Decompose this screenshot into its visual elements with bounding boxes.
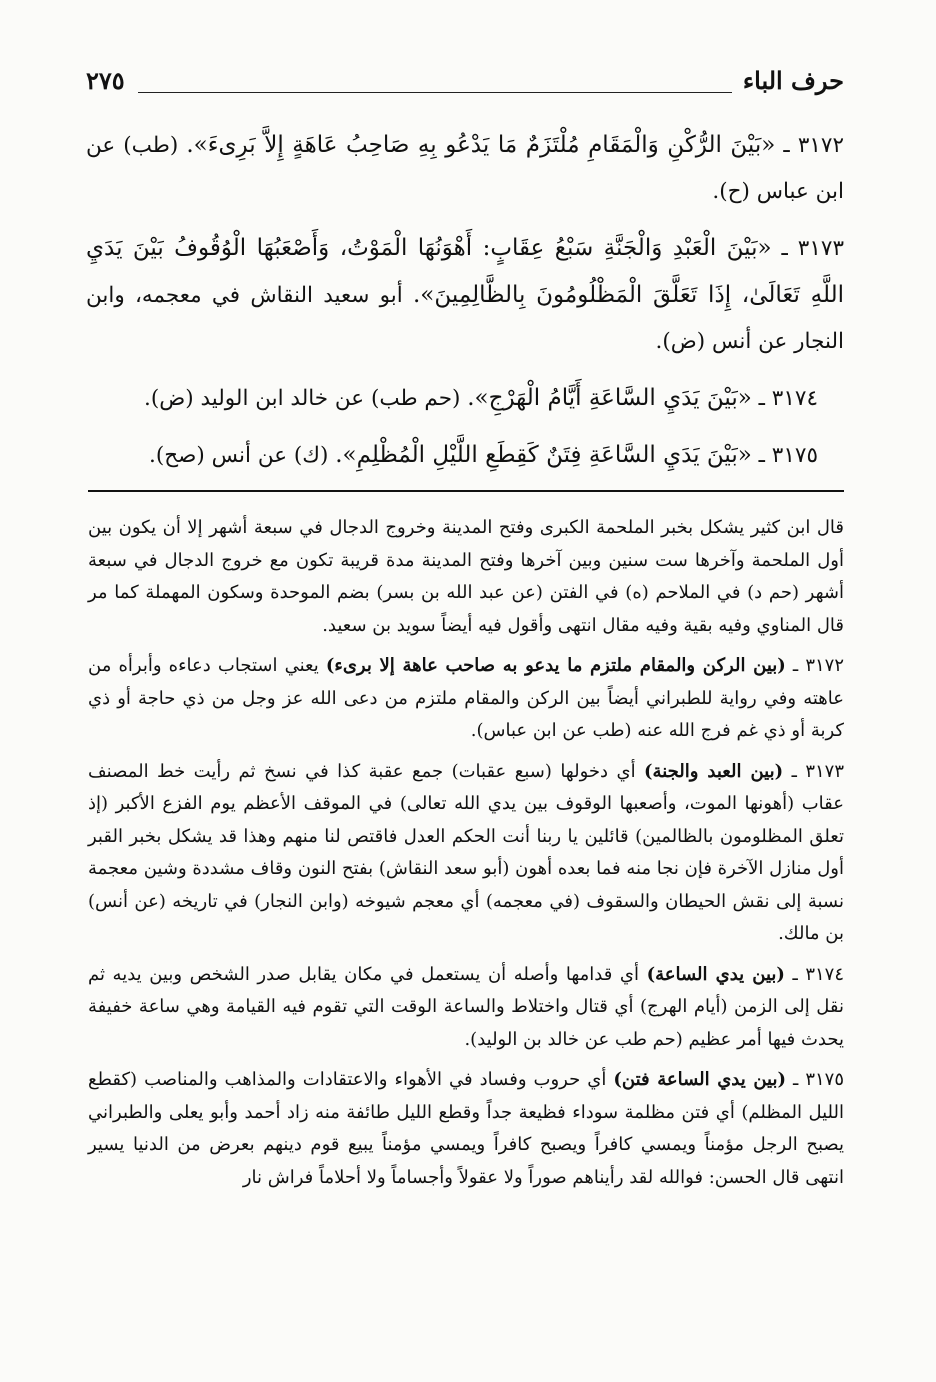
- hadith-entry: ٣١٧٣ ـ «بَيْنَ الْعَبْدِ وَالْجَنَّةِ سَبْعُ عِقَابٍ: أَهْوَنُهَا الْمَوْتُ، وَأَصْعَبُهَا الْوُقُوفُ بَيْنَ يَدَيِ اللَّهِ تَعَالَىٰ، إِذَا تَعَلَّقَ الْمَظْلُومُونَ بِالظَّالِمِينَ». أبو سعيد النقاش في معجمه، وابن النجار عن أنس (ض).: [86, 235, 844, 354]
- hadith-number: ٣١٧٣: [797, 236, 844, 261]
- commentary-note: ٣١٧٢ ـ (بين الركن والمقام ملتزم ما يدعو به صاحب عاهة إلا برىء) يعني استجاب دعاءه وأبرأه من عاهته وفي رواية للطبراني أيضاً بين الركن والمقام ملتزم من دعى الله عز وجل من ذي حاجة أو ذي كربة أو ذي غم فرج الله عنه (طب عن ابن عباس).: [88, 655, 845, 741]
- note-heading: (بين يدي الساعة فتن): [613, 1069, 786, 1090]
- note-number: ٣١٧٤: [805, 963, 844, 985]
- hadith-entry: ٣١٧٤ ـ «بَيْنَ يَدَيِ السَّاعَةِ أَيَّامُ الْهَرْجِ». (حم طب) عن خالد ابن الوليد (ض).: [144, 385, 818, 411]
- hadith-list: [86, 122, 844, 489]
- note-heading: (بين يدي الساعة): [646, 963, 785, 985]
- hadith-number: ٣١٧٢: [797, 133, 845, 158]
- page-header: [86, 64, 844, 104]
- note-heading: (بين الركن والمقام ملتزم ما يدعو به صاحب عاهة إلا برىء): [325, 655, 786, 676]
- note-body: أي دخولها (سبع عقبات) جمع عقبة كذا في نسخ ثم رأيت خط المصنف عقاب (أهونها الموت، وأصعبها الوقوف بين يدي الله تعالى) في الموقف الأعظم يوم الفزع الأكبر (إذ تعلق المظلومون بالظالمين) قائلين يا ربنا أنت الحكم العدل فاقتص لنا منهم وهذا قد يشكل بخبر القبر أول منازل الآخرة فإن نجا منه فما بعده أهون (أبو سعد النقاش) بفتح النون وقاف مشددة وشين معجمة نسبة إلى نقش الحيطان والسقوف (في معجمه) أي معجم شيوخه (وابن النجار) في تاريخه (عن أنس) بن مالك.: [88, 760, 844, 944]
- page-number: ٢٧٥: [86, 66, 125, 95]
- note-body: يعني استجاب دعاءه وأبرأه من عاهته وفي رواية للطبراني أيضاً بين الركن والمقام ملتزم من دعى الله عز وجل من ذي حاجة أو ذي كربة أو ذي غم فرج الله عنه (طب عن ابن عباس).: [88, 655, 844, 741]
- note-number: ٣١٧٣: [805, 760, 844, 782]
- hadith-entry: ٣١٧٢ ـ «بَيْنَ الرُّكْنِ وَالْمَقَامِ مُلْتَزَمٌ مَا يَدْعُو بِهِ صَاحِبُ عَاهَةٍ إِلاَّ بَرِىءَ». (طب) عن ابن عباس (ح).: [86, 132, 845, 204]
- hadith-text: «بَيْنَ يَدَيِ السَّاعَةِ أَيَّامُ الْهَرْجِ».: [467, 385, 752, 411]
- footnote-divider: [88, 490, 844, 492]
- note-body: أي حروب وفساد في الأهواء والاعتقادات والمذاهب والمناصب (كقطع الليل المظلم) أي فتن مظلمة سوداء فظيعة جداً وقطع الليل طائفة منه زاد أحمد وأبو يعلى والطبراني يصبح الرجل مؤمناً ويمسي كافراً ويصبح كافراً ويمسي مؤمناً يبيع قوم دينهم بعرض من الدنيا يسير انتهى قال الحسن: فوالله لقد رأيناهم صوراً ولا عقولاً وأجساماً ولا أحلاماً فراش نار: [88, 1069, 844, 1188]
- note-heading: (بين العبد والجنة): [644, 760, 784, 782]
- hadith-text: «بَيْنَ الْعَبْدِ وَالْجَنَّةِ سَبْعُ عِقَابٍ: أَهْوَنُهَا الْمَوْتُ، وَأَصْعَبُهَا الْوُقُوفُ بَيْنَ يَدَيِ اللَّهِ تَعَالَىٰ، إِذَا تَعَلَّقَ الْمَظْلُومُونَ بِالظَّالِمِينَ».: [86, 235, 844, 308]
- chapter-title: حرف الباء: [742, 66, 844, 95]
- header-rule: [138, 92, 732, 93]
- hadith-source: (حم طب) عن خالد ابن الوليد (ض).: [144, 386, 461, 411]
- hadith-number: ٣١٧٥: [771, 443, 818, 468]
- hadith-source: أبو سعيد النقاش في معجمه، وابن النجار عن أنس (ض).: [86, 283, 844, 354]
- hadith-entry: ٣١٧٥ ـ «بَيْنَ يَدَيِ السَّاعَةِ فِتَنٌ كَقِطَعِ اللَّيْلِ الْمُظْلِمِ». (ك) عن أنس (صح).: [149, 442, 818, 468]
- note-number: ٣١٧٥: [805, 1069, 844, 1090]
- commentary-section: [88, 512, 844, 1202]
- commentary-note: ٣١٧٤ ـ (بين يدي الساعة) أي قدامها وأصله أن يستعمل في مكان يقابل صدر الشخص وبين يديه ثم نقل إلى الزمن (أيام الهرج) أي قتال واختلاط والساعة الوقت التي تقوم فيه القيامة وهي ساعة خفيفة يحدث فيها أمر عظيم (حم طب عن خالد بن الوليد).: [88, 963, 844, 1050]
- hadith-source: (طب) عن ابن عباس (ح).: [86, 133, 844, 204]
- commentary-note: ٣١٧٣ ـ (بين العبد والجنة) أي دخولها (سبع عقبات) جمع عقبة كذا في نسخ ثم رأيت خط المصنف عقاب (أهونها الموت، وأصعبها الوقوف بين يدي الله تعالى) في الموقف الأعظم يوم الفزع الأكبر (إذ تعلق المظلومون بالظالمين) قائلين يا ربنا أنت الحكم العدل فاقتص لنا منهم وهذا قد يشكل بخبر القبر أول منازل الآخرة فإن نجا منه فما بعده أهون (أبو سعد النقاش) بفتح النون وقاف مشددة وشين معجمة نسبة إلى نقش الحيطان والسقوف (في معجمه) أي معجم شيوخه (وابن النجار) في تاريخه (عن أنس) بن مالك.: [88, 760, 844, 944]
- note-body: أي قدامها وأصله أن يستعمل في مكان يقابل صدر الشخص وبين يديه ثم نقل إلى الزمن (أيام الهرج) أي قتال واختلاط والساعة الوقت التي تقوم فيه القيامة وهي ساعة خفيفة يحدث فيها أمر عظيم (حم طب عن خالد بن الوليد).: [88, 963, 844, 1050]
- hadith-number: ٣١٧٤: [771, 386, 818, 411]
- commentary-intro: قال ابن كثير يشكل بخبر الملحمة الكبرى وفتح المدينة وخروج الدجال في سبعة أشهر إلا أن يكون بين أول الملحمة وآخرها ست سنين وبين آخرها وفتح المدينة مدة قريبة تكون مع خروج الدجال في سبعة أشهر (حم د) في الملاحم (ه) في الفتن (عن عبد الله بن بسر) بضم الموحدة وسكون المهملة كما مر قال المناوي وفيه بقية وفيه مقال انتهى وأقول فيه أيضاً سويد بن سعيد.: [88, 517, 844, 636]
- commentary-note: ٣١٧٥ ـ (بين يدي الساعة فتن) أي حروب وفساد في الأهواء والاعتقادات والمذاهب والمناصب (كقطع الليل المظلم) أي فتن مظلمة سوداء فظيعة جداً وقطع الليل طائفة منه زاد أحمد وأبو يعلى والطبراني يصبح الرجل مؤمناً ويمسي كافراً ويصبح كافراً ويمسي مؤمناً يبيع قوم دينهم بعرض من الدنيا يسير انتهى قال الحسن: فوالله لقد رأيناهم صوراً ولا عقولاً وأجساماً ولا أحلاماً فراش نار: [88, 1069, 844, 1188]
- hadith-source: (ك) عن أنس (صح).: [149, 443, 329, 468]
- note-number: ٣١٧٢: [805, 655, 845, 676]
- hadith-text: «بَيْنَ يَدَيِ السَّاعَةِ فِتَنٌ كَقِطَعِ اللَّيْلِ الْمُظْلِمِ».: [335, 442, 752, 468]
- hadith-text: «بَيْنَ الرُّكْنِ وَالْمَقَامِ مُلْتَزَمٌ مَا يَدْعُو بِهِ صَاحِبُ عَاهَةٍ إِلاَّ بَرِىءَ».: [186, 132, 776, 158]
